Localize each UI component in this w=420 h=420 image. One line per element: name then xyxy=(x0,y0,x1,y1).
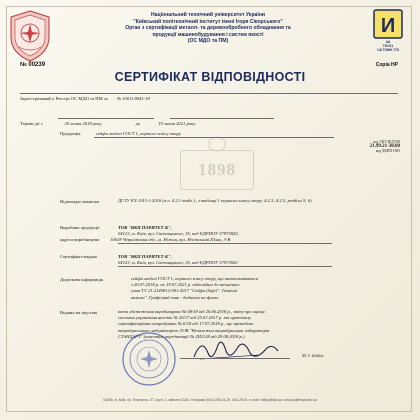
product-value: сейфи моделі ГОСТ 1, першого класу опору xyxy=(96,131,181,136)
signature-mark xyxy=(190,335,280,365)
certificate-number: № 00239 xyxy=(20,62,46,68)
validity-to-underline xyxy=(170,118,274,119)
additional-line: вимоги". Графічний знак - додаток на фото. xyxy=(131,294,220,300)
issuer-header xyxy=(70,12,346,45)
certification-mark-icon xyxy=(366,9,410,41)
registry-label: Зареєстрований у Реєстрі ОС МДО та ПМ за xyxy=(20,96,108,101)
validity-to: 19 липня 2021 року xyxy=(158,121,196,126)
additional-info-label: Додаткова інформація xyxy=(60,277,104,282)
validity-row xyxy=(20,112,195,130)
registry-value: № 10011.8041-18 xyxy=(116,96,150,101)
requirements-value: ДСТУ EN 1143-1:2016 (п.п. 4.2.1 табл.1, з таблиці 1 першого класу опору; 4.2.3; 4.2.5, розділи 5; 6) xyxy=(118,198,312,203)
issued-to-address: 04123, м. Київ, вул. Світлицького, 35, код ЄДРПОУ 37973820 xyxy=(118,260,238,265)
cert-mark-sub-3: UA TONIK 778 xyxy=(377,47,399,52)
issued-to-name: ТОВ "ВКП ПАРИТЕТ-К", xyxy=(118,254,172,259)
watermark-crest-icon xyxy=(205,136,229,152)
code-line-1: код УКТ ЗЕД 038 xyxy=(373,140,400,144)
validity-to-label: до xyxy=(135,121,141,126)
header-line-4: продукції машинобудування і систем якості xyxy=(152,31,264,38)
requirements-label: Відповідає вимогам xyxy=(60,199,100,204)
basis-line: СТАНДАРТ" (атестат акредитації № 2Н1128 від 29.08.2018 р.) xyxy=(118,333,245,339)
basis-line: сертифікаційних випробувань № 6/18 від 17.07.2018 р., що проведено xyxy=(118,321,254,327)
code-line-3: код ДКПП 1905 xyxy=(375,149,400,153)
production-address-label: адреса виробництва xyxy=(60,237,100,242)
validity-label: Термін дії з xyxy=(20,121,43,126)
product-underline xyxy=(94,137,334,138)
basis-line: системи управління якістю № 20/17 від 25.07.2017 р. та протоколу xyxy=(118,315,252,321)
seal-stamp xyxy=(120,330,178,388)
registry-row xyxy=(20,87,150,105)
basis-line: випробувальною лабораторією ТОВ "Незалежна випробувальна лабораторія xyxy=(118,327,270,333)
issued-to-underline xyxy=(118,266,332,267)
header-line-1: Національний технічний університет України xyxy=(150,12,266,18)
additional-line: умов ТУ 21.2140812-001-2017 "Сейфи (Safe)". Технічні xyxy=(131,288,238,294)
registry-underline xyxy=(20,93,398,94)
product-label: Продукція xyxy=(60,131,81,136)
watermark-emblem xyxy=(180,150,254,190)
manufacturer-label: Виробник продукції xyxy=(60,225,100,230)
cert-mark-sub-1: UA xyxy=(385,40,391,44)
code-line-2: 21.99.21-30.00 xyxy=(369,144,400,149)
manufacturer-address: 04123, м. Київ, вул. Світлицького, 35, код ЄДРПОУ 37973820, xyxy=(118,231,239,236)
classification-codes xyxy=(344,140,400,153)
cert-mark-letter: И xyxy=(380,15,396,37)
validity-from-underline xyxy=(58,118,154,119)
manufacturer-name: ТОВ "ВКП ПАРИТЕТ-К", xyxy=(118,225,172,230)
additional-line: з 20.07.2018 р. по 19.07.2021 р. відповідно до технічних xyxy=(131,282,240,288)
cert-mark-caption xyxy=(362,41,414,52)
signature-underline xyxy=(180,358,290,359)
signatory-name: М. І. Бобер xyxy=(302,353,324,358)
production-address: 10618 Чернігівська обл., м. Ніжин, вул. Носівський Шлях, 3-В xyxy=(110,237,231,242)
copy-label: Copia HP xyxy=(375,62,398,68)
footer-address: 03056, м. Київ, пр. Перемоги, 37, корп. 1, кімната 218а. Тел/факс (044) 236-44-29, 404-29-01; e-mail: ruiikpi@kpi.ua; www.polelekpi.kiev.ua xyxy=(103,398,317,402)
issued-basis-label: Видано на підставі xyxy=(60,310,98,315)
validity-from: 20 липня 2018 року xyxy=(64,121,102,126)
header-line-5: (ОС МДО та ПМ) xyxy=(187,38,229,45)
manufacturer-underline xyxy=(118,243,332,244)
basis-line: акта обстеження виробництва № 08/18 від 20.06.2018 р., звіту про оцінку xyxy=(118,309,266,314)
issued-to-label: Сертифікат видано xyxy=(60,254,98,259)
additional-info xyxy=(131,276,331,301)
header-line-3: Орган з сертифікації металл- та деревообробного обладнання та xyxy=(125,25,291,32)
additional-line: сейфи моделі ГОСТ 1, першого класу опору, що виготовляються xyxy=(131,276,258,281)
coat-of-arms-icon xyxy=(7,9,53,63)
page-title: СЕРТИФІКАТ ВІДПОВІДНОСТІ xyxy=(114,70,306,84)
watermark-year: 1898 xyxy=(198,160,236,179)
cert-mark-sub-2: TOO11 xyxy=(382,43,394,48)
header-line-2: "Київський політехнічний інститут імені Ігоря Сікорського" xyxy=(133,18,283,25)
